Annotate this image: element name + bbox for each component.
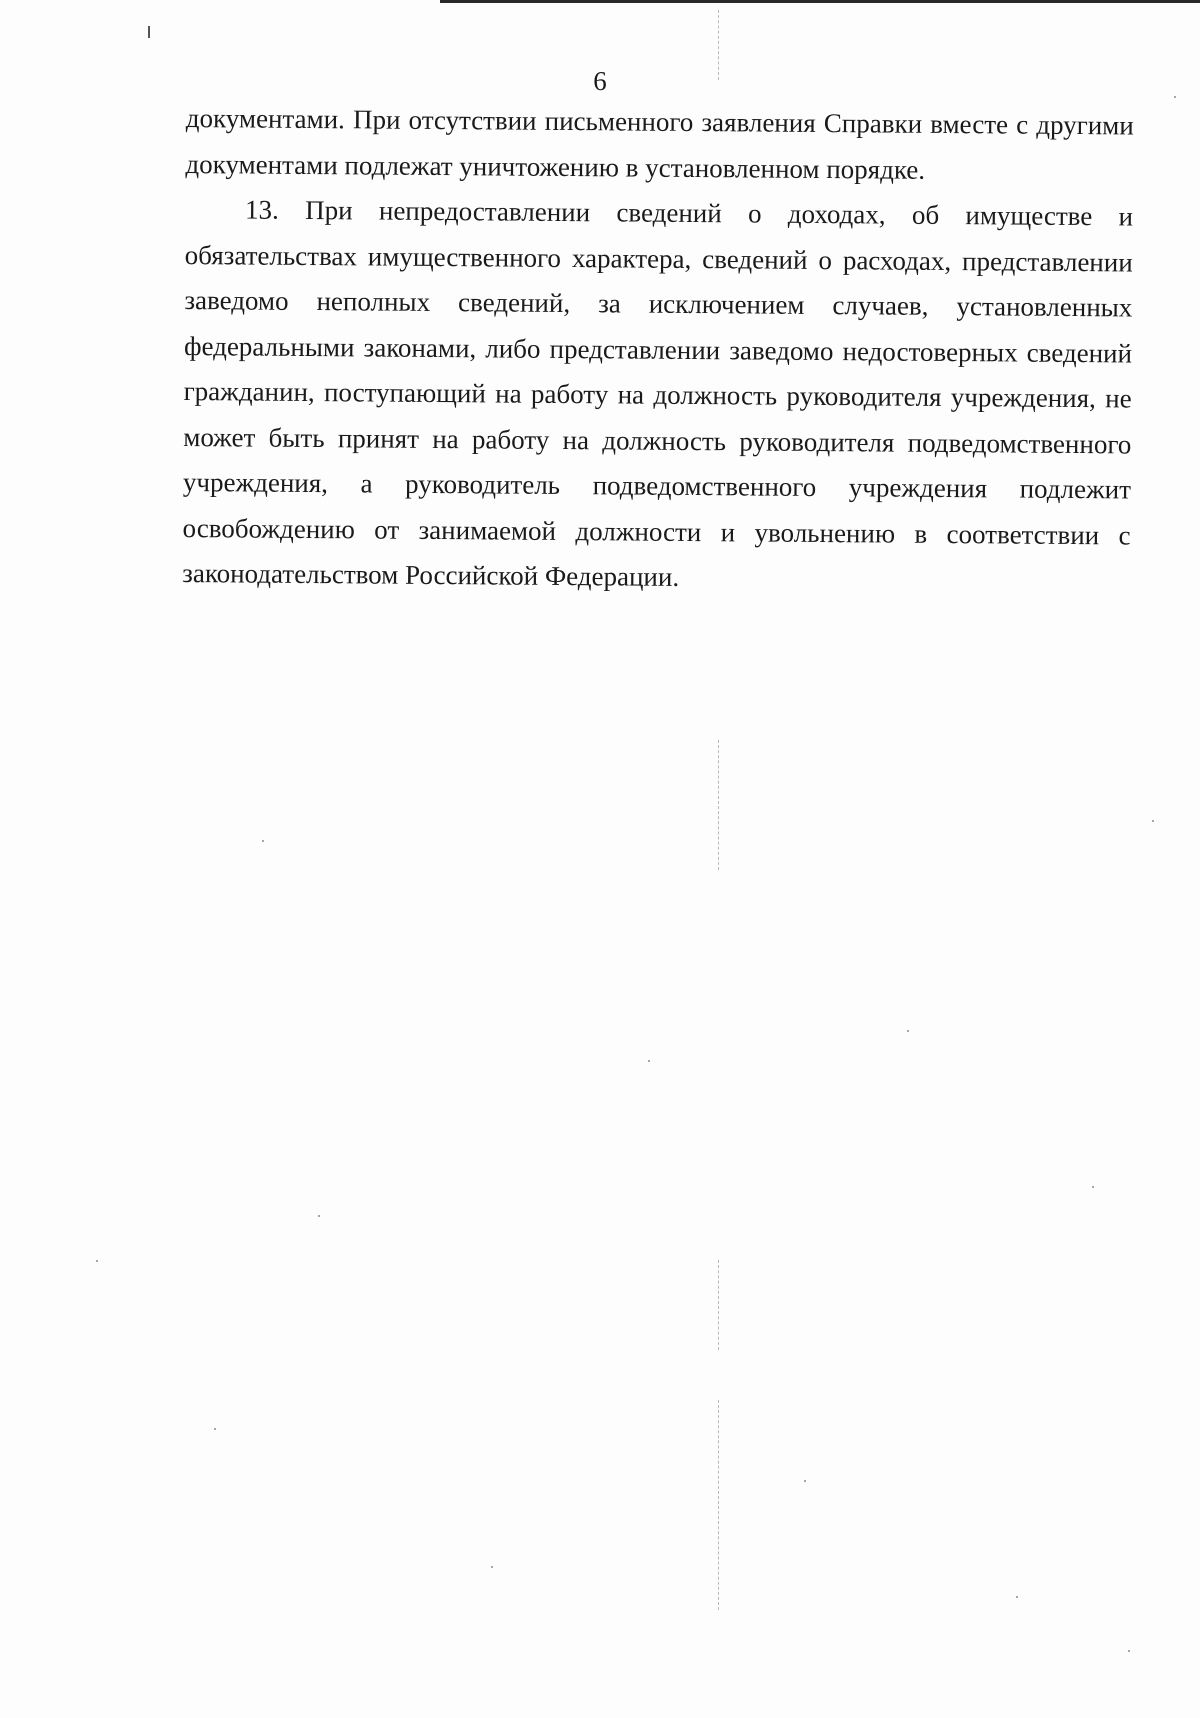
scan-speck: [491, 1566, 493, 1568]
fold-line: [718, 1260, 720, 1350]
scan-speck: [318, 1215, 320, 1217]
scan-speck: [648, 1060, 650, 1062]
scan-speck: [214, 1428, 216, 1430]
fold-line: [718, 740, 720, 870]
body-text: [182, 96, 1134, 604]
scan-top-edge: [440, 0, 1200, 3]
scan-speck: [262, 840, 264, 842]
scan-speck: [1152, 820, 1154, 822]
scan-speck: [804, 1480, 806, 1482]
scan-speck: [1092, 1186, 1094, 1188]
paragraph-continuation: документами. При отсутствии письменного заявления Справки вместе с другими документами подлежат уничтожению в установленном порядке.: [185, 102, 1134, 185]
scan-speck: [907, 1030, 909, 1032]
scan-artifact: [148, 26, 150, 38]
scan-speck: [1174, 96, 1176, 98]
scan-speck: [1016, 1596, 1018, 1598]
paragraph-item-13: 13. При непредоставлении сведений о доходах, об имуществе и обязательствах имущественного характера, сведений о расходах, представлении заведомо неполных сведений, за исключением случаев, установленных федеральными законами, либо представлении заведомо недостоверных сведений гражданин, поступающий на работу на должность руководителя учреждения, не может быть принят на работу на должность руководителя подведомственного учреждения, а руководитель подведомственного учреждения подлежит освобождению от занимаемой должности и увольнению в соответствии с законодательством Российской Федерации.: [182, 194, 1134, 592]
scan-speck: [1128, 1650, 1130, 1652]
page-number: 6: [593, 66, 607, 96]
scan-speck: [96, 1260, 98, 1262]
fold-line: [718, 1400, 720, 1610]
